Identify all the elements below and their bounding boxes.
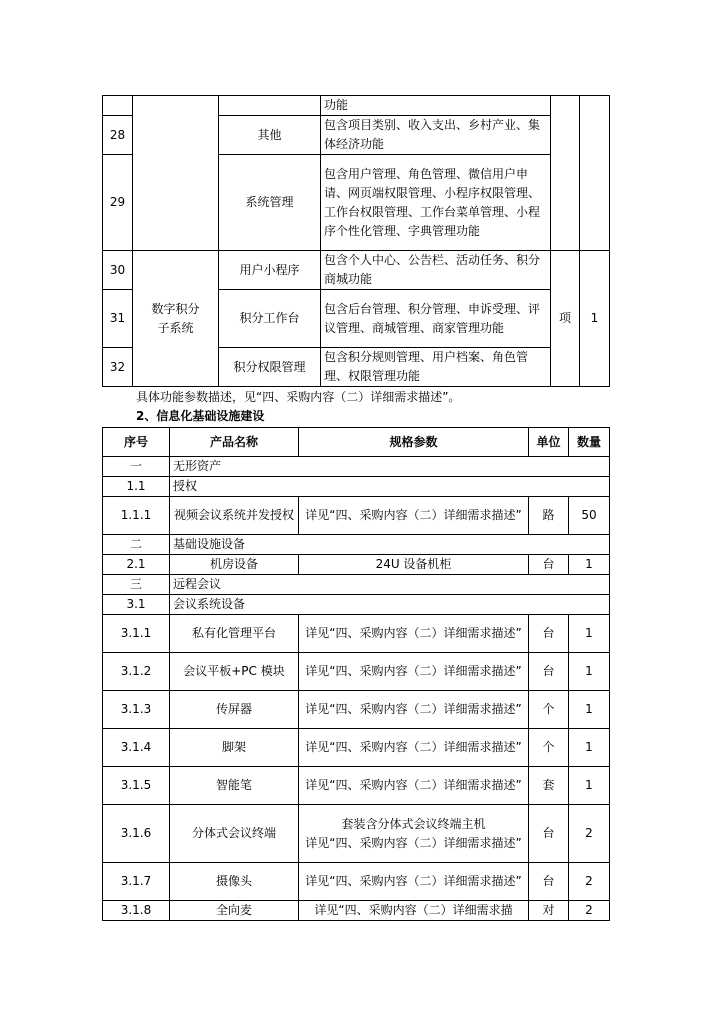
module-name: 积分权限管理 bbox=[219, 348, 321, 387]
row-seq: 三 bbox=[103, 575, 170, 595]
qty: 1 bbox=[569, 691, 610, 729]
header-row bbox=[103, 428, 610, 457]
qty: 2 bbox=[569, 863, 610, 901]
table-row bbox=[103, 767, 610, 805]
function-desc: 包含积分规则管理、用户档案、角色管理、权限管理功能 bbox=[321, 348, 551, 387]
section-row bbox=[103, 575, 610, 595]
function-desc: 包含用户管理、角色管理、微信用户申请、网页端权限管理、小程序权限管理、工作台权限管理、工作台菜单管理、小程序个性化管理、字典管理功能 bbox=[321, 155, 551, 251]
product-name: 传屏器 bbox=[170, 691, 299, 729]
spec: 详见“四、采购内容（二）详细需求描述” bbox=[299, 691, 529, 729]
unit: 个 bbox=[529, 691, 569, 729]
table-row bbox=[103, 251, 610, 290]
qty: 1 bbox=[569, 729, 610, 767]
unit-cell: 项 bbox=[551, 251, 580, 387]
spec: 详见“四、采购内容（二）详细需求描述” bbox=[299, 767, 529, 805]
table-row bbox=[103, 863, 610, 901]
product-name: 机房设备 bbox=[170, 555, 299, 575]
row-seq: 3.1.1 bbox=[103, 615, 170, 653]
spec bbox=[299, 805, 529, 863]
section-name: 授权 bbox=[170, 477, 610, 497]
spec: 详见“四、采购内容（二）详细需求描述” bbox=[299, 615, 529, 653]
row-seq: 3.1.2 bbox=[103, 653, 170, 691]
spec: 24U 设备机柜 bbox=[299, 555, 529, 575]
row-seq: 一 bbox=[103, 457, 170, 477]
qty: 1 bbox=[569, 615, 610, 653]
unit: 台 bbox=[529, 863, 569, 901]
row-seq: 1.1 bbox=[103, 477, 170, 497]
subsection-row bbox=[103, 477, 610, 497]
qty: 1 bbox=[569, 767, 610, 805]
section-heading: 2、信息化基础设施建设 bbox=[136, 409, 265, 423]
row-seq: 3.1.4 bbox=[103, 729, 170, 767]
unit: 套 bbox=[529, 767, 569, 805]
row-seq: 32 bbox=[103, 348, 133, 387]
unit: 对 bbox=[529, 901, 569, 921]
table-row bbox=[103, 691, 610, 729]
table-row bbox=[103, 497, 610, 535]
row-seq: 1.1.1 bbox=[103, 497, 170, 535]
qty: 1 bbox=[569, 555, 610, 575]
module-name: 用户小程序 bbox=[219, 251, 321, 290]
spec: 详见“四、采购内容（二）详细需求描述” bbox=[299, 863, 529, 901]
spec: 详见“四、采购内容（二）详细需求描述” bbox=[299, 729, 529, 767]
row-seq: 3.1 bbox=[103, 595, 170, 615]
section-row bbox=[103, 457, 610, 477]
system-name: 数字积分子系统 bbox=[133, 251, 219, 387]
row-seq: 31 bbox=[103, 290, 133, 348]
row-seq: 3.1.8 bbox=[103, 901, 170, 921]
section-row bbox=[103, 535, 610, 555]
function-desc: 包含个人中心、公告栏、活动任务、积分商城功能 bbox=[321, 251, 551, 290]
qty: 1 bbox=[569, 653, 610, 691]
unit: 个 bbox=[529, 729, 569, 767]
qty: 2 bbox=[569, 901, 610, 921]
row-seq: 二 bbox=[103, 535, 170, 555]
header-spec: 规格参数 bbox=[299, 428, 529, 457]
product-name: 分体式会议终端 bbox=[170, 805, 299, 863]
table-row bbox=[103, 555, 610, 575]
section-name: 基础设施设备 bbox=[170, 535, 610, 555]
qty-cell: 1 bbox=[580, 251, 610, 387]
row-seq: 3.1.5 bbox=[103, 767, 170, 805]
spec-line: 套装含分体式会议终端主机 bbox=[341, 816, 486, 831]
unit: 路 bbox=[529, 497, 569, 535]
qty: 50 bbox=[569, 497, 610, 535]
row-seq: 28 bbox=[103, 116, 133, 155]
row-seq: 2.1 bbox=[103, 555, 170, 575]
row-seq: 29 bbox=[103, 155, 133, 251]
module-name: 系统管理 bbox=[219, 155, 321, 251]
function-table bbox=[102, 95, 610, 387]
procurement-table bbox=[102, 427, 610, 921]
unit: 台 bbox=[529, 805, 569, 863]
table-row bbox=[103, 96, 610, 116]
table-row bbox=[103, 615, 610, 653]
section-name: 无形资产 bbox=[170, 457, 610, 477]
header-seq: 序号 bbox=[103, 428, 170, 457]
qty: 2 bbox=[569, 805, 610, 863]
row-seq: 3.1.6 bbox=[103, 805, 170, 863]
subsection-row bbox=[103, 595, 610, 615]
unit: 台 bbox=[529, 555, 569, 575]
function-desc: 包含项目类别、收入支出、乡村产业、集体经济功能 bbox=[321, 116, 551, 155]
row-seq: 30 bbox=[103, 251, 133, 290]
function-desc: 包含后台管理、积分管理、申诉受理、评议管理、商城管理、商家管理功能 bbox=[321, 290, 551, 348]
product-name: 脚架 bbox=[170, 729, 299, 767]
module-name: 积分工作台 bbox=[219, 290, 321, 348]
header-qty: 数量 bbox=[569, 428, 610, 457]
product-name: 全向麦 bbox=[170, 901, 299, 921]
unit: 台 bbox=[529, 653, 569, 691]
header-unit: 单位 bbox=[529, 428, 569, 457]
table-row bbox=[103, 729, 610, 767]
section-name: 远程会议 bbox=[170, 575, 610, 595]
spec-line: 详见“四、采购内容（二）详细需求描述” bbox=[305, 835, 522, 850]
spec: 详见“四、采购内容（二）详细需求描述” bbox=[299, 653, 529, 691]
table-row bbox=[103, 653, 610, 691]
product-name: 摄像头 bbox=[170, 863, 299, 901]
spec: 详见“四、采购内容（二）详细需求描 bbox=[299, 901, 529, 921]
table-row bbox=[103, 901, 610, 921]
module-name: 其他 bbox=[219, 116, 321, 155]
row-seq: 3.1.3 bbox=[103, 691, 170, 729]
product-name: 视频会议系统并发授权 bbox=[170, 497, 299, 535]
header-name: 产品名称 bbox=[170, 428, 299, 457]
product-name: 私有化管理平台 bbox=[170, 615, 299, 653]
unit: 台 bbox=[529, 615, 569, 653]
function-desc: 功能 bbox=[321, 96, 551, 116]
row-seq: 3.1.7 bbox=[103, 863, 170, 901]
section-name: 会议系统设备 bbox=[170, 595, 610, 615]
spec: 详见“四、采购内容（二）详细需求描述” bbox=[299, 497, 529, 535]
reference-note: 具体功能参数描述，见“四、采购内容（二）详细需求描述”。 bbox=[136, 390, 461, 404]
product-name: 会议平板+PC 模块 bbox=[170, 653, 299, 691]
product-name: 智能笔 bbox=[170, 767, 299, 805]
table-row bbox=[103, 805, 610, 863]
